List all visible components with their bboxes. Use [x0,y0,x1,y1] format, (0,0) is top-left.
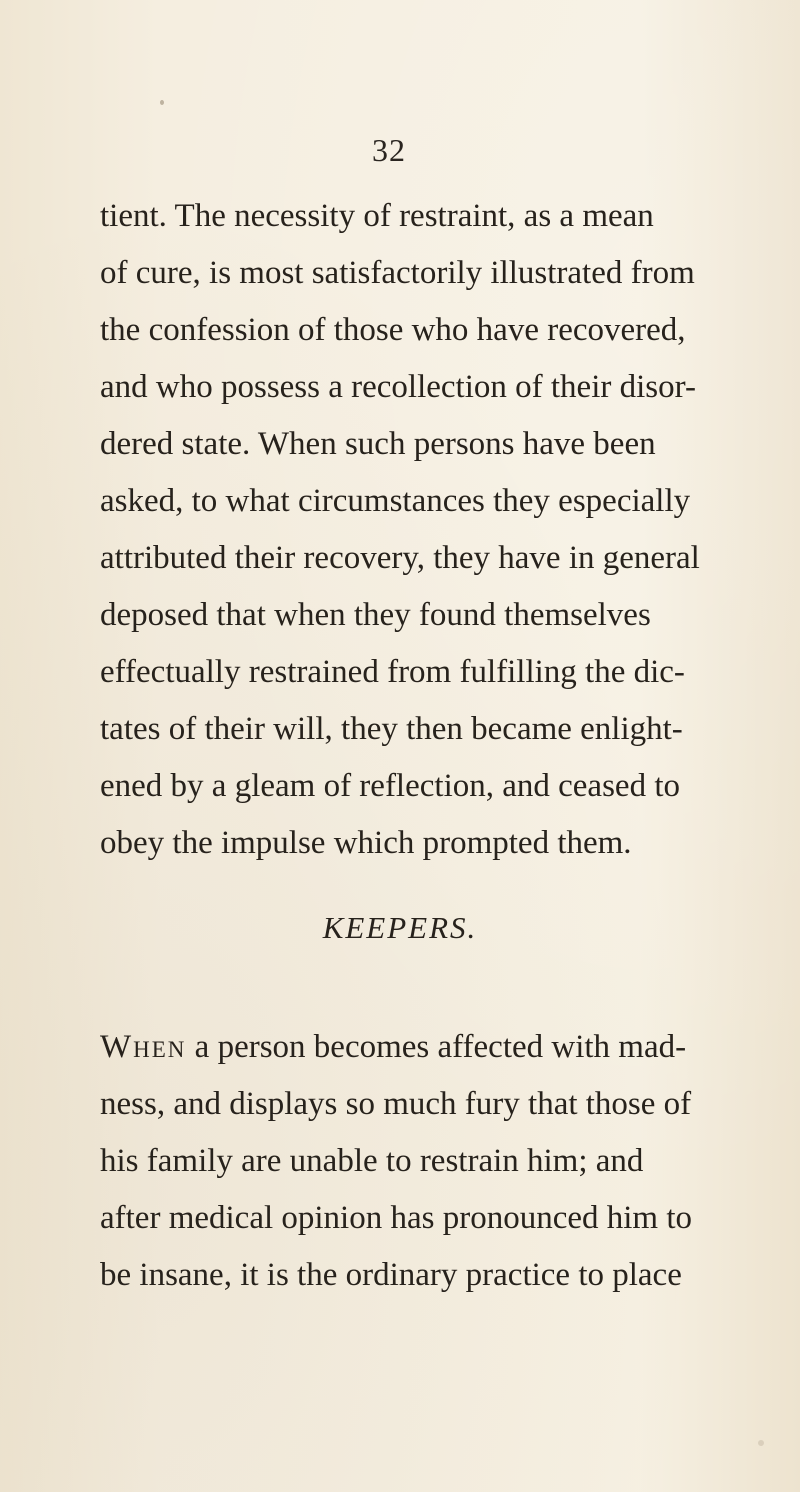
drop-word: When [100,1029,187,1065]
section-heading: KEEPERS. [322,910,478,945]
text-line: tient. The necessity of restraint, as a mean [100,198,654,234]
text-line: asked, to what circumstances they especially [100,483,691,519]
text-line: and who possess a recollection of their disor- [100,369,696,405]
page-number: 32 [372,132,406,168]
text-line: ened by a gleam of reflection, and ceased to [100,768,680,804]
paper-speck [758,1440,764,1446]
line-rest: a person becomes affected with mad- [186,1029,687,1065]
text-line: deposed that when they found themselves [100,597,651,633]
text-line: effectually restrained from fulfilling the dic- [100,654,685,690]
text-line: obey the impulse which prompted them. [100,825,632,861]
text-line: tates of their will, they then became enlight- [100,711,683,747]
text-line [100,1027,686,1067]
paper-speck [160,100,164,105]
text-line: his family are unable to restrain him; and [100,1143,644,1179]
text-line: the confession of those who have recovered, [100,312,686,348]
text-line: attributed their recovery, they have in general [100,540,700,576]
text-line: dered state. When such persons have been [100,426,656,462]
text-line: ness, and displays so much fury that those of [100,1086,692,1122]
text-line: of cure, is most satisfactorily illustrated from [100,255,695,291]
text-line: after medical opinion has pronounced him to [100,1200,693,1236]
text-line: be insane, it is the ordinary practice to place [100,1257,682,1293]
